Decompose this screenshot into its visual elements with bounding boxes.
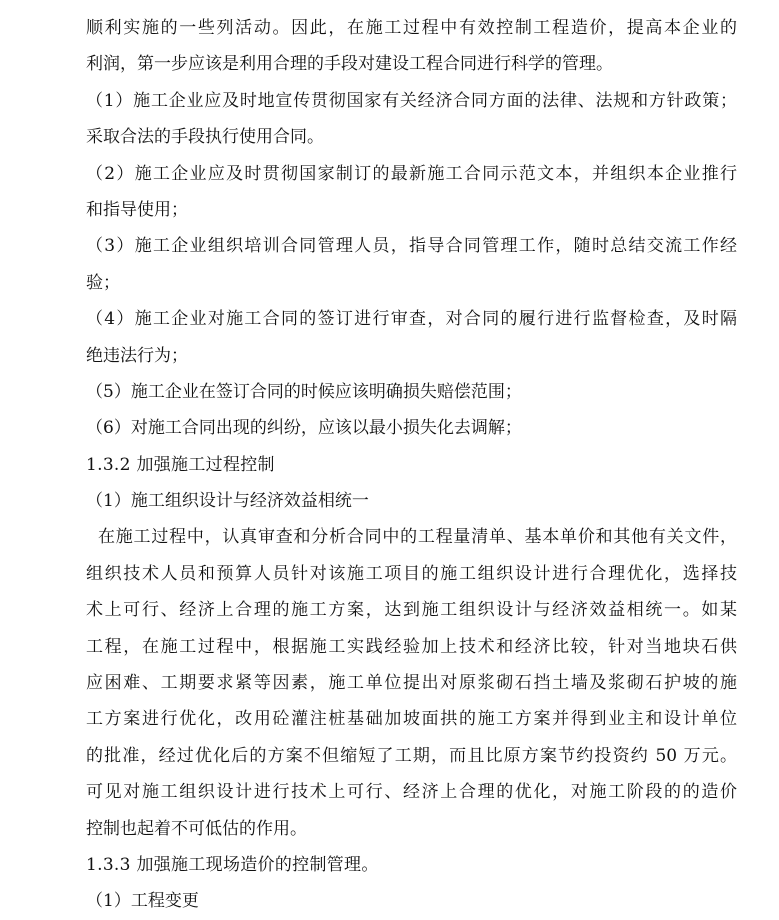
- list-item-line: 采取合法的手段执行使用合同。: [86, 127, 324, 148]
- paragraph-line: 可见对施工组织设计进行技术上可行、经济上合理的优化，对施工阶段的的造价: [86, 782, 737, 803]
- list-item-line: 验；: [86, 272, 120, 293]
- list-item-line: （5）施工企业在签订合同的时候应该明确损失赔偿范围；: [86, 381, 522, 402]
- section-heading: 1.3.3 加强施工现场造价的控制管理。: [86, 854, 379, 875]
- subsection-heading: （1）工程变更: [86, 891, 199, 912]
- paragraph-line: 在施工过程中，认真审查和分析合同中的工程量清单、基本单价和其他有关文件，: [98, 527, 737, 548]
- list-item-line: （1）施工企业应及时地宣传贯彻国家有关经济合同方面的法律、法规和方针政策；: [86, 90, 737, 111]
- list-item-line: （3）施工企业组织培训合同管理人员，指导合同管理工作，随时总结交流工作经: [86, 236, 737, 257]
- list-item-line: 绝违法行为；: [86, 345, 188, 366]
- subsection-heading: （1）施工组织设计与经济效益相统一: [86, 491, 369, 512]
- list-item-line: （4）施工企业对施工合同的签订进行审查，对合同的履行进行监督检查，及时隔: [86, 309, 737, 330]
- paragraph-line: 利润，第一步应该是利用合理的手段对建设工程合同进行科学的管理。: [86, 54, 613, 75]
- list-item-line: 和指导使用；: [86, 199, 188, 220]
- list-item-line: （2）施工企业应及时贯彻国家制订的最新施工合同示范文本，并组织本企业推行: [86, 163, 737, 184]
- list-item-line: （6）对施工合同出现的纠纷，应该以最小损失化去调解；: [86, 418, 522, 439]
- paragraph-line: 的批准，经过优化后的方案不但缩短了工期，而且比原方案节约投资约 50 万元。: [86, 745, 737, 766]
- paragraph-line: 工程，在施工过程中，根据施工实践经验加上技术和经济比较，针对当地块石供: [86, 636, 737, 657]
- paragraph-line: 顺利实施的一些列活动。因此，在施工过程中有效控制工程造价，提高本企业的: [86, 18, 737, 38]
- paragraph-line: 术上可行、经济上合理的施工方案，达到施工组织设计与经济效益相统一。如某: [86, 600, 737, 621]
- paragraph-line: 应困难、工期要求紧等因素，施工单位提出对原浆砌石挡土墙及浆砌石护坡的施: [86, 673, 737, 694]
- paragraph-line: 组织技术人员和预算人员针对该施工项目的施工组织设计进行合理优化，选择技: [86, 563, 737, 584]
- paragraph-line: 工方案进行优化，改用砼灌注桩基础加坡面拱的施工方案并得到业主和设计单位: [86, 709, 737, 730]
- paragraph-line: 控制也起着不可低估的作用。: [86, 818, 307, 839]
- section-heading: 1.3.2 加强施工过程控制: [86, 454, 275, 475]
